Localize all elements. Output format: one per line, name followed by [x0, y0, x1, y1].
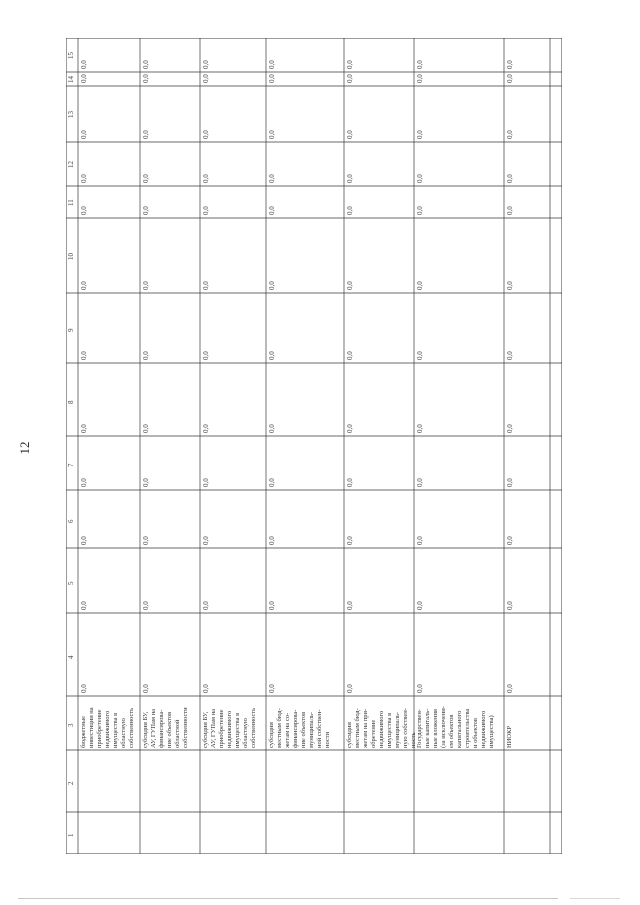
row-description-line: финансирова-: [158, 709, 165, 748]
column-number: 7: [67, 463, 75, 467]
cell-value: 0,0: [80, 478, 88, 487]
row-description-line: Государствен-: [416, 709, 423, 748]
column-number: 12: [67, 161, 75, 168]
row-description-line: ние объектов: [166, 711, 173, 748]
column-number: 4: [67, 655, 75, 659]
cell-value: 0,0: [346, 74, 354, 83]
row-description-line: субсидии БУ,: [202, 711, 209, 748]
row-description-line: имущества в: [112, 712, 119, 748]
row-description: [346, 698, 418, 748]
row-description-line: жетам на при-: [362, 708, 369, 748]
row-description-line: ной собствен-: [316, 709, 323, 748]
cell-value: 0,0: [346, 536, 354, 545]
row-description: [268, 698, 332, 748]
cell-value: 0,0: [346, 351, 354, 360]
cell-value: 0,0: [202, 130, 210, 139]
cell-value: 0,0: [416, 478, 424, 487]
row-description-line: местным бюд-: [354, 708, 361, 748]
row-description-line: обретение: [370, 719, 377, 748]
cell-value: 0,0: [80, 536, 88, 545]
cell-value: 0,0: [202, 174, 210, 183]
cell-value: 0,0: [80, 206, 88, 215]
cell-value: 0,0: [202, 424, 210, 433]
column-number: 10: [67, 252, 75, 260]
cell-value: 0,0: [346, 60, 354, 69]
column-number: 5: [67, 581, 75, 585]
cell-value: 0,0: [346, 281, 354, 290]
cell-value: 0,0: [416, 174, 424, 183]
row-description-line: собственность: [128, 707, 135, 748]
cell-value: 0,0: [346, 424, 354, 433]
cell-value: 0,0: [506, 351, 514, 360]
row-description-line: недвижимого: [104, 710, 111, 748]
cell-value: 0,0: [268, 351, 276, 360]
cell-value: 0,0: [80, 351, 88, 360]
row-description-line: инвестиции на: [88, 707, 95, 748]
row-description-line: субсидии: [346, 722, 353, 748]
cell-value: 0,0: [80, 601, 88, 610]
row-description-line: ные капиталь-: [424, 708, 431, 748]
cell-value: 0,0: [268, 281, 276, 290]
cell-value: 0,0: [80, 74, 88, 83]
row-description: [202, 698, 258, 748]
cell-value: 0,0: [80, 130, 88, 139]
row-description-line: ную собствен-: [402, 708, 409, 748]
row-description-line: областную: [120, 718, 127, 748]
page-number: 12: [17, 441, 32, 455]
cell-value: 0,0: [506, 536, 514, 545]
cell-value: 0,0: [506, 60, 514, 69]
cell-value: 0,0: [202, 281, 210, 290]
cell-value: 0,0: [202, 60, 210, 69]
cell-value: 0,0: [202, 206, 210, 215]
row-description-line: областной: [174, 719, 181, 748]
cell-value: 0,0: [268, 536, 276, 545]
row-description-line: недвижимого: [226, 710, 233, 748]
footer-rule-right: [570, 898, 620, 899]
row-description-line: капитального: [456, 710, 463, 748]
column-number: 14: [67, 76, 75, 83]
cell-value: 0,0: [202, 351, 210, 360]
cell-value: 0,0: [346, 684, 354, 693]
cell-value: 0,0: [202, 74, 210, 83]
row-description-line: местным бюд-: [276, 708, 283, 748]
cell-value: 0,0: [268, 130, 276, 139]
cell-value: 0,0: [142, 601, 150, 610]
cell-value: 0,0: [506, 684, 514, 693]
row-description-line: бюджетные: [80, 715, 87, 748]
cell-value: 0,0: [506, 130, 514, 139]
row-description-line: муниципаль-: [394, 711, 401, 748]
row-description-line: (за исключени-: [440, 706, 447, 748]
row-description-line: имущества): [488, 715, 495, 748]
cell-value: 0,0: [506, 601, 514, 610]
column-number: 1: [67, 833, 75, 837]
cell-value: 0,0: [346, 174, 354, 183]
cell-value: 0,0: [346, 601, 354, 610]
cell-value: 0,0: [416, 74, 424, 83]
cell-value: 0,0: [142, 424, 150, 433]
cell-value: 0,0: [142, 130, 150, 139]
cell-value: 0,0: [268, 74, 276, 83]
row-description-line: НИОКР: [506, 725, 513, 748]
cell-value: 0,0: [416, 60, 424, 69]
cell-value: 0,0: [268, 684, 276, 693]
cell-value: 0,0: [142, 74, 150, 83]
footer-rule: [18, 898, 558, 899]
cell-value: 0,0: [416, 601, 424, 610]
row-description-line: ние объектов: [300, 711, 307, 748]
cell-value: 0,0: [142, 536, 150, 545]
cell-value: 0,0: [268, 174, 276, 183]
row-description-line: имущества в: [386, 712, 393, 748]
cell-value: 0,0: [416, 424, 424, 433]
row-description-line: недвижимого: [480, 710, 487, 748]
row-description-line: АУ, ГУПам на: [150, 709, 157, 748]
row-description-line: АУ, ГУПам на: [210, 709, 217, 748]
row-description-line: муниципаль-: [308, 711, 315, 748]
column-number: 8: [67, 400, 75, 404]
row-description-line: ность: [410, 732, 417, 748]
row-description-line: областную: [242, 718, 249, 748]
cell-value: 0,0: [80, 281, 88, 290]
cell-value: 0,0: [416, 130, 424, 139]
row-description-line: финансирова-: [292, 709, 299, 748]
cell-value: 0,0: [346, 478, 354, 487]
cell-value: 0,0: [202, 601, 210, 610]
cell-value: 0,0: [268, 601, 276, 610]
cell-value: 0,0: [142, 60, 150, 69]
cell-value: 0,0: [346, 130, 354, 139]
cell-value: 0,0: [416, 684, 424, 693]
cell-value: 0,0: [142, 351, 150, 360]
cell-value: 0,0: [202, 536, 210, 545]
cell-value: 0,0: [506, 74, 514, 83]
row-description: [506, 698, 514, 748]
cell-value: 0,0: [268, 424, 276, 433]
cell-value: 0,0: [80, 174, 88, 183]
column-number: 15: [67, 52, 75, 59]
cell-value: 0,0: [416, 281, 424, 290]
row-description-line: собственности: [182, 707, 189, 748]
row-description: [80, 698, 136, 748]
cell-value: 0,0: [268, 60, 276, 69]
cell-value: 0,0: [80, 424, 88, 433]
row-description-line: жетам на со-: [284, 712, 291, 748]
row-description-line: собственность: [250, 707, 257, 748]
budget-table: [66, 38, 562, 854]
column-number: 9: [67, 328, 75, 332]
cell-value: 0,0: [416, 206, 424, 215]
column-number: 6: [67, 519, 75, 523]
row-description-line: строительства: [464, 708, 471, 748]
row-description-line: ности: [324, 731, 331, 748]
cell-value: 0,0: [416, 351, 424, 360]
row-description-line: ем объектов: [448, 714, 455, 748]
cell-value: 0,0: [506, 281, 514, 290]
cell-value: 0,0: [506, 424, 514, 433]
column-number: 2: [67, 781, 75, 785]
cell-value: 0,0: [142, 478, 150, 487]
cell-value: 0,0: [202, 478, 210, 487]
cell-value: 0,0: [80, 60, 88, 69]
cell-value: 0,0: [80, 684, 88, 693]
cell-value: 0,0: [142, 684, 150, 693]
cell-value: 0,0: [346, 206, 354, 215]
row-description-line: недвижимого: [378, 710, 385, 748]
cell-value: 0,0: [268, 206, 276, 215]
row-description-line: ные вложения: [432, 709, 439, 748]
cell-value: 0,0: [142, 174, 150, 183]
row-description-line: приобретение: [218, 709, 225, 748]
row-description-line: субсидии: [268, 722, 275, 748]
cell-value: 0,0: [506, 174, 514, 183]
cell-value: 0,0: [202, 684, 210, 693]
column-number: 11: [67, 199, 75, 206]
cell-value: 0,0: [268, 478, 276, 487]
row-description-line: приобретение: [96, 709, 103, 748]
row-description-line: имущества в: [234, 712, 241, 748]
column-number: 3: [67, 723, 75, 727]
cell-value: 0,0: [416, 536, 424, 545]
cell-value: 0,0: [142, 281, 150, 290]
column-number: 13: [67, 111, 75, 118]
row-description-line: и объектов: [472, 718, 479, 748]
row-description: [416, 698, 496, 748]
row-description-line: субсидии БУ,: [142, 711, 149, 748]
cell-value: 0,0: [506, 206, 514, 215]
row-description: [142, 698, 190, 748]
cell-value: 0,0: [506, 478, 514, 487]
cell-value: 0,0: [142, 206, 150, 215]
